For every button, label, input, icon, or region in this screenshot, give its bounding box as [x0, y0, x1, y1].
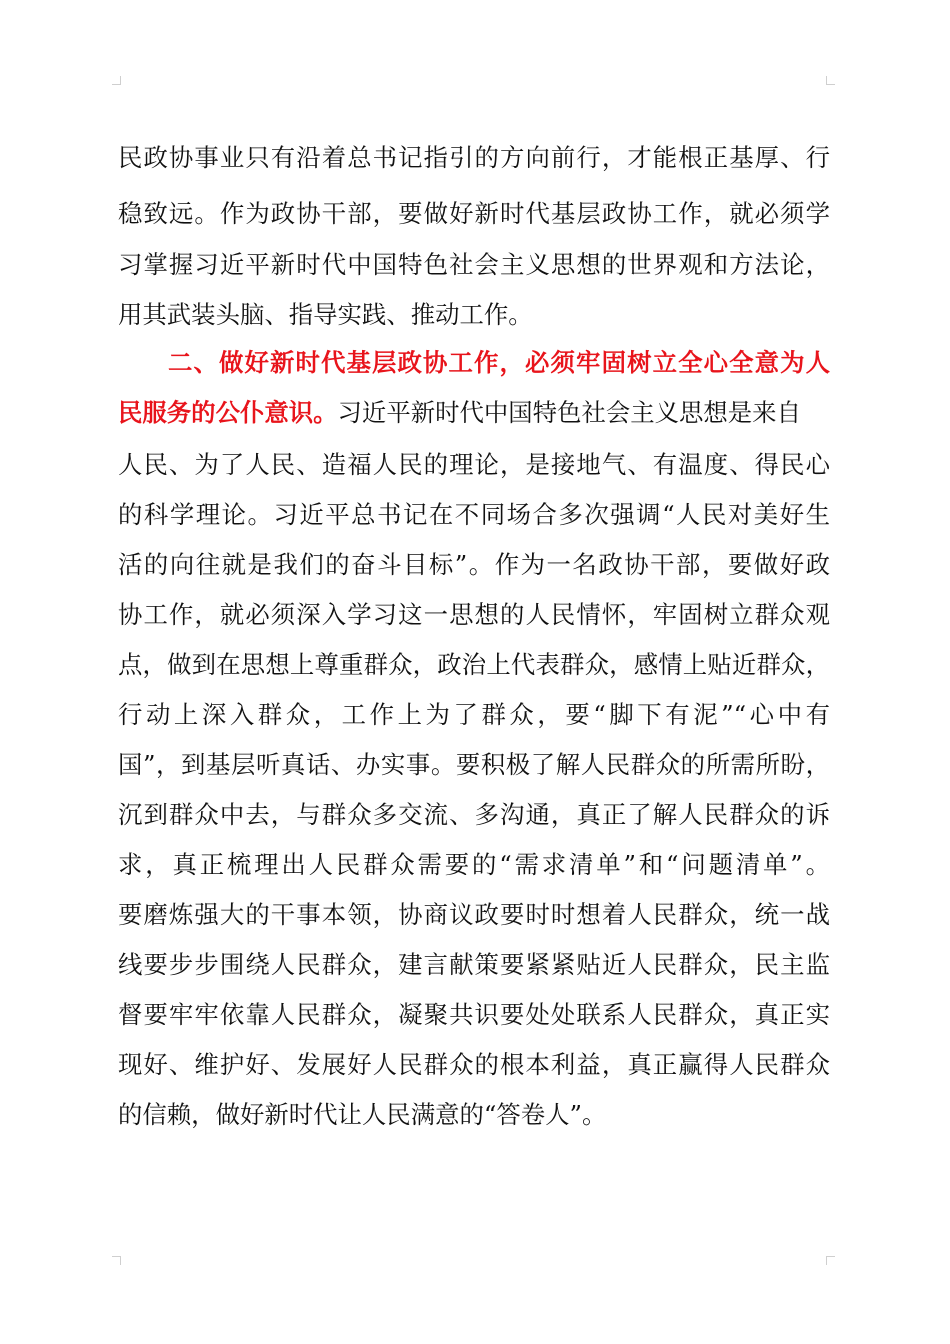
section-heading-continued: 民服务的公仆意识。 [118, 398, 338, 427]
text-line: 点，做到在思想上尊重群众，政治上代表群众，感情上贴近群众， [118, 650, 830, 679]
text-line: 沉到群众中去，与群众多交流、多沟通，真正了解人民群众的诉 [118, 800, 830, 829]
text-line: 线要步步围绕人民群众，建言献策要紧紧贴近人民群众，民主监 [118, 950, 830, 979]
text-line: 现好、维护好、发展好人民群众的根本利益，真正赢得人民群众 [118, 1050, 830, 1079]
text-line: 的科学理论。习近平总书记在不同场合多次强调“人民对美好生 [118, 500, 830, 529]
text-line: 习掌握习近平新时代中国特色社会主义思想的世界观和方法论， [118, 250, 830, 279]
crop-mark-bottom-right [826, 1256, 835, 1265]
crop-mark-bottom-left [112, 1256, 121, 1265]
section-heading: 二、做好新时代基层政协工作，必须牢固树立全心全意为人 [168, 348, 830, 377]
text-line: 协工作，就必须深入学习这一思想的人民情怀，牢固树立群众观 [118, 600, 830, 629]
text-line: 督要牢牢依靠人民群众，凝聚共识要处处联系人民群众，真正实 [118, 1000, 830, 1029]
text-line [118, 398, 830, 428]
text-line: 行动上深入群众，工作上为了群众，要“脚下有泥”“心中有 [118, 700, 830, 729]
crop-mark-top-right [826, 76, 835, 85]
paragraph-text: 习近平新时代中国特色社会主义思想是来自 [337, 398, 801, 427]
crop-mark-top-left [112, 76, 121, 85]
text-line: 国”，到基层听真话、办实事。要积极了解人民群众的所需所盼， [118, 750, 830, 779]
text-line: 活的向往就是我们的奋斗目标”。作为一名政协干部，要做好政 [118, 550, 830, 579]
text-line: 稳致远。作为政协干部，要做好新时代基层政协工作，就必须学 [118, 199, 830, 228]
text-line: 民政协事业只有沿着总书记指引的方向前行，才能根正基厚、行 [118, 143, 830, 172]
text-line: 要磨炼强大的干事本领，协商议政要时时想着人民群众，统一战 [118, 900, 830, 929]
text-line: 人民、为了人民、造福人民的理论，是接地气、有温度、得民心 [118, 450, 830, 479]
text-line: 求，真正梳理出人民群众需要的“需求清单”和“问题清单”。 [118, 850, 830, 879]
text-line: 的信赖，做好新时代让人民满意的“答卷人”。 [118, 1100, 607, 1129]
text-line: 用其武装头脑、指导实践、推动工作。 [118, 300, 533, 329]
